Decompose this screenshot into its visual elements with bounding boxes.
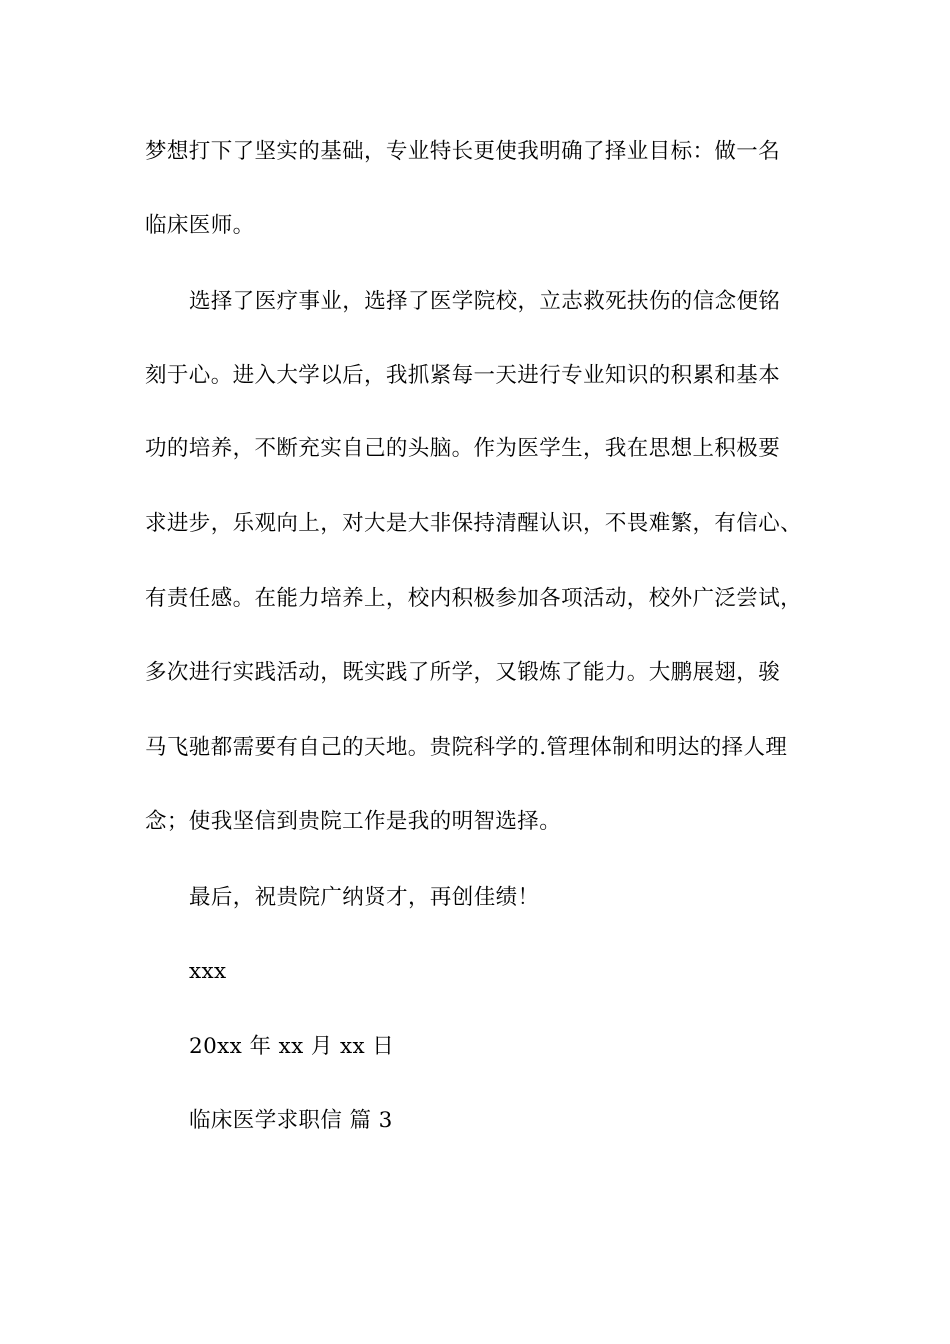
closing-line: 最后，祝贵院广纳贤才，再创佳绩！ (189, 885, 540, 910)
paragraph-line: 选择了医疗事业，选择了医学院校，立志救死扶伤的信念便铭 (189, 289, 781, 314)
paragraph-line: 求进步，乐观向上，对大是大非保持清醒认识，不畏难繁，有信心、 (145, 511, 803, 536)
paragraph-line: 刻于心。进入大学以后，我抓紧每一天进行专业知识的积累和基本 (145, 363, 781, 388)
signature-date: 20xx 年 xx 月 xx 日 (189, 1034, 395, 1059)
paragraph-line: 念；使我坚信到贵院工作是我的明智选择。 (145, 809, 562, 834)
paragraph-line: 多次进行实践活动，既实践了所学，又锻炼了能力。大鹏展翅，骏 (145, 660, 781, 685)
paragraph-line: 有责任感。在能力培养上，校内积极参加各项活动，校外广泛尝试， (145, 586, 803, 611)
paragraph-line: 梦想打下了坚实的基础，专业特长更使我明确了择业目标：做一名 (145, 139, 781, 164)
paragraph-line: 马飞驰都需要有自己的天地。贵院科学的.管理体制和明达的择人理 (145, 735, 788, 760)
paragraph-line: 功的培养，不断充实自己的头脑。作为医学生，我在思想上积极要 (145, 436, 781, 461)
section-heading: 临床医学求职信 篇 3 (189, 1108, 393, 1133)
paragraph-line: 临床医师。 (145, 213, 255, 238)
signature-name: xxx (189, 959, 227, 984)
